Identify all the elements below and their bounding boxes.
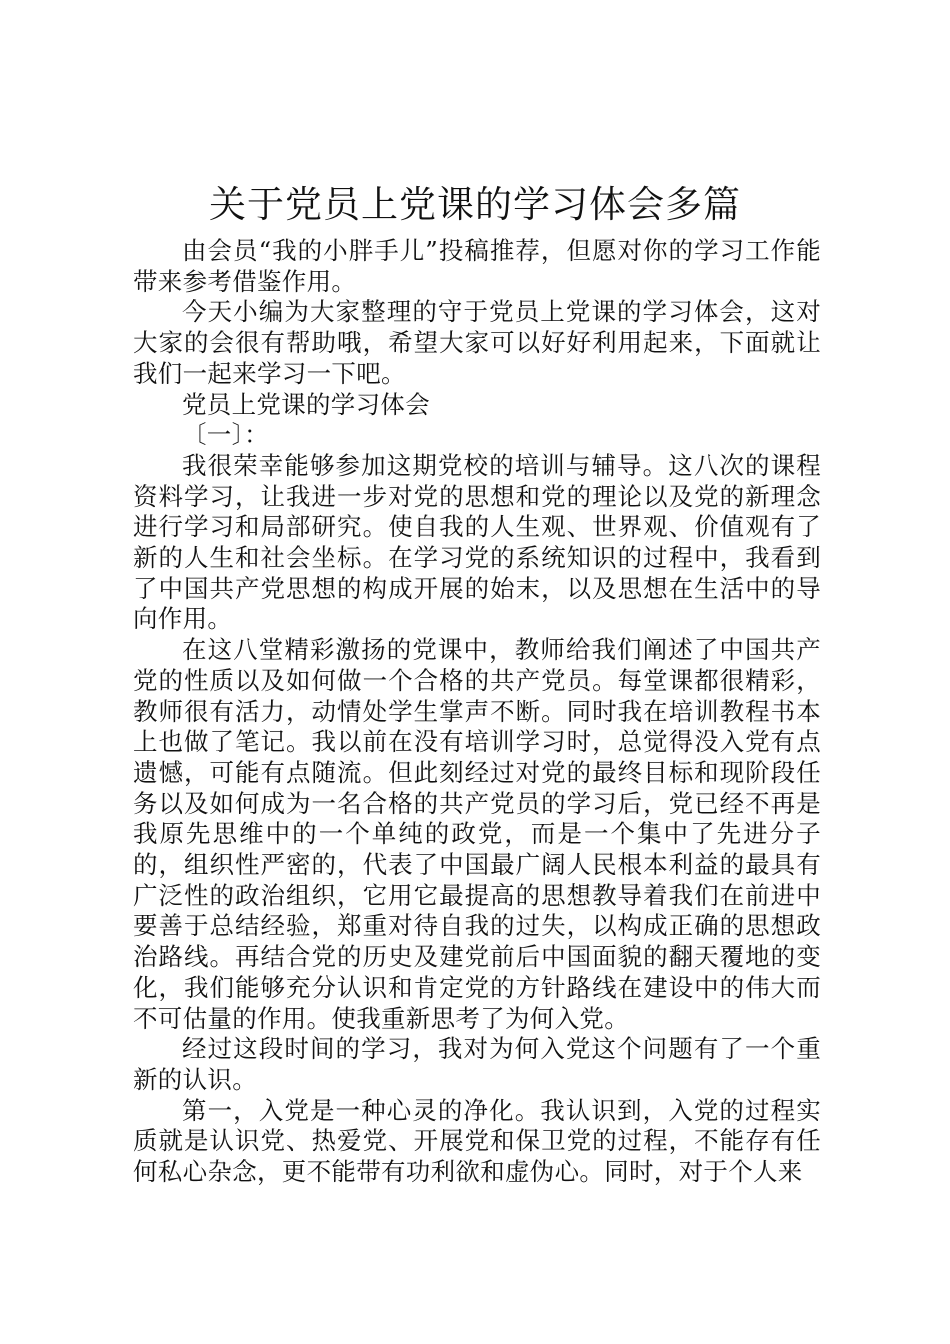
paragraph-body: 经过这段时间的学习，我对为何入党这个问题有了一个重新的认识。 bbox=[133, 1034, 821, 1094]
document-body bbox=[133, 236, 821, 1188]
section-number: 〔一〕： bbox=[182, 420, 269, 450]
section-heading: 党员上党课的学习体会 bbox=[182, 389, 430, 419]
document-title: 关于党员上党课的学习体会多篇 bbox=[209, 183, 741, 226]
paragraph-intro: 由会员“我的小胖手儿”投稿推荐，但愿对你的学习工作能带来参考借鉴作用。 bbox=[133, 236, 821, 296]
paragraph-body: 第一，入党是一种心灵的净化。我认识到，入党的过程实质就是认识党、热爱党、开展党和保卫党的过程，不能存有任何私心杂念，更不能带有功利欲和虚伪心。同时，对于个人来 bbox=[133, 1095, 821, 1187]
paragraph-body: 我很荣幸能够参加这期党校的培训与辅导。这八次的课程资料学习，让我进一步对党的思想和党的理论以及党的新理念进行学习和局部研究。使自我的人生观、世界观、价值观有了新的人生和社会坐标。在学习党的系统知识的过程中，我看到了中国共产党思想的构成开展的始末，以及思想在生活中的导向作用。 bbox=[133, 450, 821, 634]
paragraph-editor-note: 今天小编为大家整理的守于党员上党课的学习体会，这对大家的会很有帮助哦，希望大家可以好好利用起来，下面就让我们一起来学习一下吧。 bbox=[133, 297, 821, 388]
paragraph-body: 在这八堂精彩激扬的党课中，教师给我们阐述了中国共产党的性质以及如何做一个合格的共产党员。每堂课都很精彩，教师很有活力，动情处学生掌声不断。同时我在培训教程书本上也做了笔记。我以前在没有培训学习时，总觉得没入党有点遗憾，可能有点随流。但此刻经过对党的最终目标和现阶段任务以及如何成为一名合格的共产党员的学习后，党已经不再是我原先思维中的一个单纯的政党，而是一个集中了先进分子的，组织性严密的，代表了中国最广阔人民根本利益的最具有广泛性的政治组织，它用它最提高的思想教导着我们在前进中要善于总结经验，郑重对待自我的过失，以构成正确的思想政治路线。再结合党的历史及建党前后中国面貌的翻天覆地的变化，我们能够充分认识和肯定党的方针路线在建设中的伟大而不可估量的作用。使我重新思考了为何入党。 bbox=[133, 635, 821, 1033]
